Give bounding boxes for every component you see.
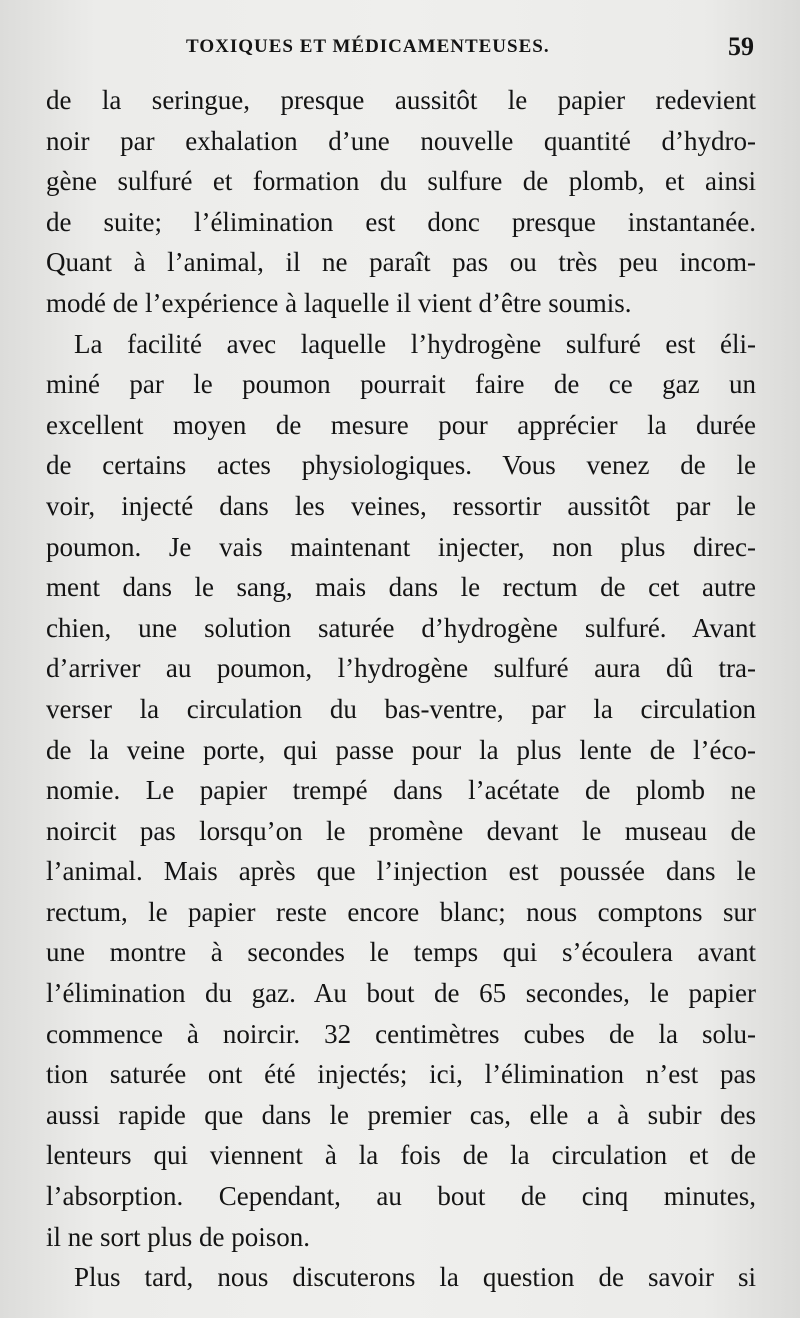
text-line: de certains actes physiologiques. Vous venez de le	[46, 450, 756, 481]
text-line: modé de l’expérience à laquelle il vient d’être soumis.	[46, 287, 632, 318]
text-line: de la seringue, presque aussitôt le papier redevient	[46, 85, 756, 115]
text-line: verser la circulation du bas-ventre, par la circulation	[46, 693, 756, 724]
text-line: une montre à secondes le temps qui s’écoulera avant	[46, 937, 756, 968]
text-line: rectum, le papier reste encore blanc; nous comptons sur	[46, 896, 756, 927]
text-line: il ne sort plus de poison.	[46, 1221, 310, 1252]
text-line: l’absorption. Cependant, au bout de cinq minutes,	[46, 1181, 756, 1212]
text-line: noir par exhalation d’une nouvelle quantité d’hydro-	[46, 125, 756, 156]
text-line: poumon. Je vais maintenant injecter, non plus direc-	[46, 531, 756, 562]
text-line: gène sulfuré et formation du sulfure de plomb, et ainsi	[46, 166, 756, 197]
text-line: de la veine porte, qui passe pour la plus lente de l’éco-	[46, 734, 756, 765]
body-text	[46, 80, 756, 1298]
text-line: La facilité avec laquelle l’hydrogène sulfuré est éli-	[74, 328, 756, 359]
paragraph	[46, 1257, 756, 1298]
text-line: aussi rapide que dans le premier cas, elle a à subir des	[46, 1099, 756, 1130]
text-line: miné par le poumon pourrait faire de ce gaz un	[46, 369, 756, 400]
text-line: noircit pas lorsqu’on le promène devant le museau de	[46, 815, 756, 846]
text-line: de suite; l’élimination est donc presque instantanée.	[46, 206, 756, 237]
paragraph	[46, 80, 756, 324]
text-line: l’élimination du gaz. Au bout de 65 secondes, le papier	[46, 978, 756, 1009]
text-line: d’arriver au poumon, l’hydrogène sulfuré aura dû tra-	[46, 653, 756, 684]
running-head	[0, 32, 800, 68]
text-line: ment dans le sang, mais dans le rectum de cet autre	[46, 572, 756, 603]
text-line: Quant à l’animal, il ne paraît pas ou très peu incom-	[46, 247, 756, 278]
text-line: Plus tard, nous discuterons la question de savoir si	[74, 1262, 756, 1293]
text-line: l’animal. Mais après que l’injection est poussée dans le	[46, 856, 756, 887]
text-line: tion saturée ont été injectés; ici, l’élimination n’est pas	[46, 1059, 756, 1090]
paragraph	[46, 324, 756, 1258]
text-line: commence à noircir. 32 centimètres cubes de la solu-	[46, 1018, 756, 1049]
text-line: voir, injecté dans les veines, ressortir aussitôt par le	[46, 490, 756, 521]
text-line: nomie. Le papier trempé dans l’acétate de plomb ne	[46, 775, 756, 806]
text-line: chien, une solution saturée d’hydrogène sulfuré. Avant	[46, 612, 756, 643]
running-title: TOXIQUES ET MÉDICAMENTEUSES.	[186, 36, 550, 57]
page-number: 59	[728, 32, 754, 61]
text-line: lenteurs qui viennent à la fois de la circulation et de	[46, 1140, 756, 1171]
text-line: excellent moyen de mesure pour apprécier la durée	[46, 409, 756, 440]
